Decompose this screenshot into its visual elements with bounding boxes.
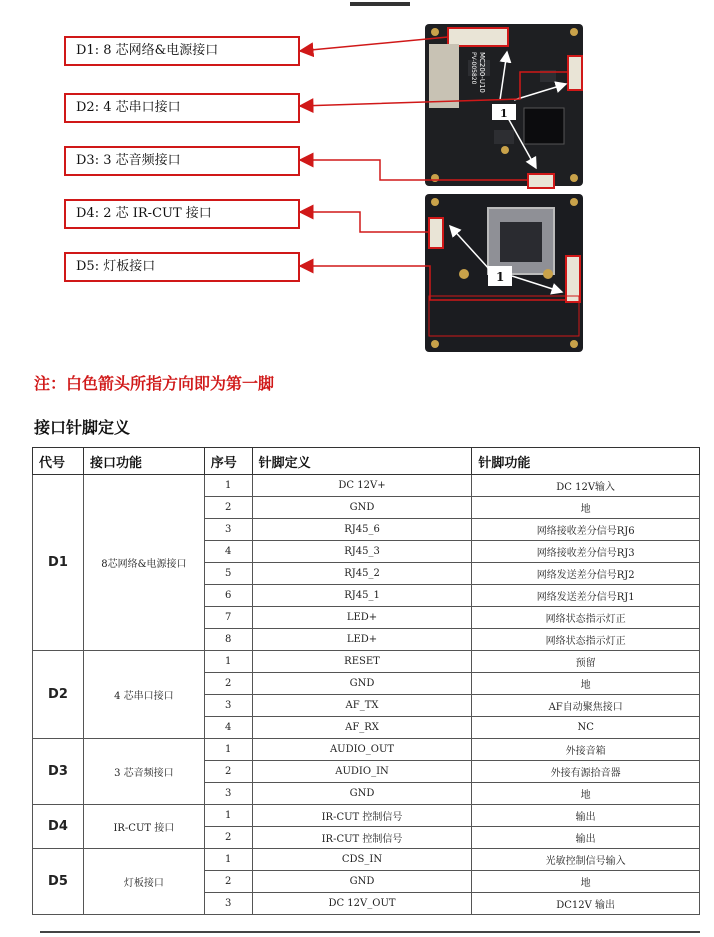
pin-function: 输出	[472, 827, 700, 849]
pin-number: 3	[204, 519, 252, 541]
pin-number: 2	[204, 761, 252, 783]
pin-number: 1	[204, 805, 252, 827]
label-text: 4 芯串口接口	[103, 100, 181, 115]
pin-function: 地	[472, 871, 700, 893]
board-model-text: MC200-U10	[478, 52, 486, 93]
label-text: 8 芯网络&电源接口	[103, 43, 219, 58]
pin-number: 1	[204, 739, 252, 761]
pin-function: 预留	[472, 651, 700, 673]
pin-function: 网络发送差分信号RJ1	[472, 585, 700, 607]
table-row	[33, 805, 700, 827]
pin-number: 1	[204, 651, 252, 673]
table-row	[33, 739, 700, 761]
header-pin: 针脚定义	[252, 448, 472, 475]
marker-1-top: 1	[500, 107, 508, 120]
board2-components	[429, 198, 580, 348]
pin-definition: AUDIO_IN	[252, 761, 472, 783]
table-row	[33, 475, 700, 497]
pin-definition: GND	[252, 783, 472, 805]
group-code: D4	[33, 805, 84, 849]
label-text: 3 芯音频接口	[103, 153, 181, 168]
pin-definition: RJ45_6	[252, 519, 472, 541]
pin-definition: GND	[252, 871, 472, 893]
pin-number: 3	[204, 893, 252, 915]
pin-definition: GND	[252, 497, 472, 519]
table-row	[33, 651, 700, 673]
group-function: 4 芯串口接口	[83, 651, 204, 739]
group-code: D2	[33, 651, 84, 739]
pin-number: 2	[204, 497, 252, 519]
pin-definition: RJ45_2	[252, 563, 472, 585]
pin-definition: AF_RX	[252, 717, 472, 739]
pin-function: 地	[472, 783, 700, 805]
pin1-note: 注：白色箭头所指方向即为第一脚	[34, 374, 275, 393]
pin-definition-table	[32, 447, 700, 915]
pin-definition: AUDIO_OUT	[252, 739, 472, 761]
group-function: 8芯网络&电源接口	[83, 475, 204, 651]
pin-number: 2	[204, 827, 252, 849]
pin-function: 网络接收差分信号RJ6	[472, 519, 700, 541]
pin-function: DC12V 输出	[472, 893, 700, 915]
pin-number: 6	[204, 585, 252, 607]
header-no: 序号	[204, 448, 252, 475]
pin-function: 外接音箱	[472, 739, 700, 761]
pin-function: 网络发送差分信号RJ2	[472, 563, 700, 585]
pin-number: 5	[204, 563, 252, 585]
pin-number: 4	[204, 541, 252, 563]
pin-function: 网络状态指示灯正	[472, 607, 700, 629]
pin-definition: RJ45_1	[252, 585, 472, 607]
diagram-overlay	[0, 0, 714, 360]
label-code: D1:	[76, 43, 100, 58]
section-title: 接口针脚定义	[34, 418, 131, 437]
pin-number: 2	[204, 673, 252, 695]
pin-definition: GND	[252, 673, 472, 695]
group-function: 灯板接口	[83, 849, 204, 915]
pin-number: 4	[204, 717, 252, 739]
pin-definition: DC 12V_OUT	[252, 893, 472, 915]
pin-definition: CDS_IN	[252, 849, 472, 871]
pin-function: 地	[472, 497, 700, 519]
marker-1-bottom: 1	[496, 270, 505, 284]
table-header-row	[33, 448, 700, 475]
bottom-rule	[40, 931, 700, 933]
pin-function: 输出	[472, 805, 700, 827]
pin-number: 1	[204, 849, 252, 871]
pin-function: 外接有源拾音器	[472, 761, 700, 783]
pin-definition: RESET	[252, 651, 472, 673]
pin-function: 网络状态指示灯正	[472, 629, 700, 651]
table-row	[33, 849, 700, 871]
board-version-text: PV-005820	[470, 52, 477, 85]
group-code: D1	[33, 475, 84, 651]
pin-number: 3	[204, 695, 252, 717]
pin-definition: IR-CUT 控制信号	[252, 827, 472, 849]
pin-number: 3	[204, 783, 252, 805]
pin-definition: IR-CUT 控制信号	[252, 805, 472, 827]
header-desc: 针脚功能	[472, 448, 700, 475]
header-function: 接口功能	[83, 448, 204, 475]
pin-function: NC	[472, 717, 700, 739]
pin-number: 7	[204, 607, 252, 629]
label-text: 2 芯 IR-CUT 接口	[103, 206, 212, 221]
group-code: D3	[33, 739, 84, 805]
label-text: 灯板接口	[103, 259, 156, 274]
pin-function: 地	[472, 673, 700, 695]
pin-definition: LED+	[252, 629, 472, 651]
pin-function: DC 12V输入	[472, 475, 700, 497]
pin-number: 8	[204, 629, 252, 651]
pin-function: 网络接收差分信号RJ3	[472, 541, 700, 563]
label-code: D3:	[76, 153, 100, 168]
label-code: D5:	[76, 259, 100, 274]
group-code: D5	[33, 849, 84, 915]
pin-number: 2	[204, 871, 252, 893]
pin-definition: DC 12V+	[252, 475, 472, 497]
group-function: IR-CUT 接口	[83, 805, 204, 849]
pin-definition: RJ45_3	[252, 541, 472, 563]
pin-function: 光敏控制信号输入	[472, 849, 700, 871]
pin-definition: AF_TX	[252, 695, 472, 717]
pin-number: 1	[204, 475, 252, 497]
label-code: D4:	[76, 206, 100, 221]
label-code: D2:	[76, 100, 100, 115]
header-code: 代号	[33, 448, 84, 475]
pin-definition: LED+	[252, 607, 472, 629]
group-function: 3 芯音频接口	[83, 739, 204, 805]
pin-function: AF自动聚焦接口	[472, 695, 700, 717]
